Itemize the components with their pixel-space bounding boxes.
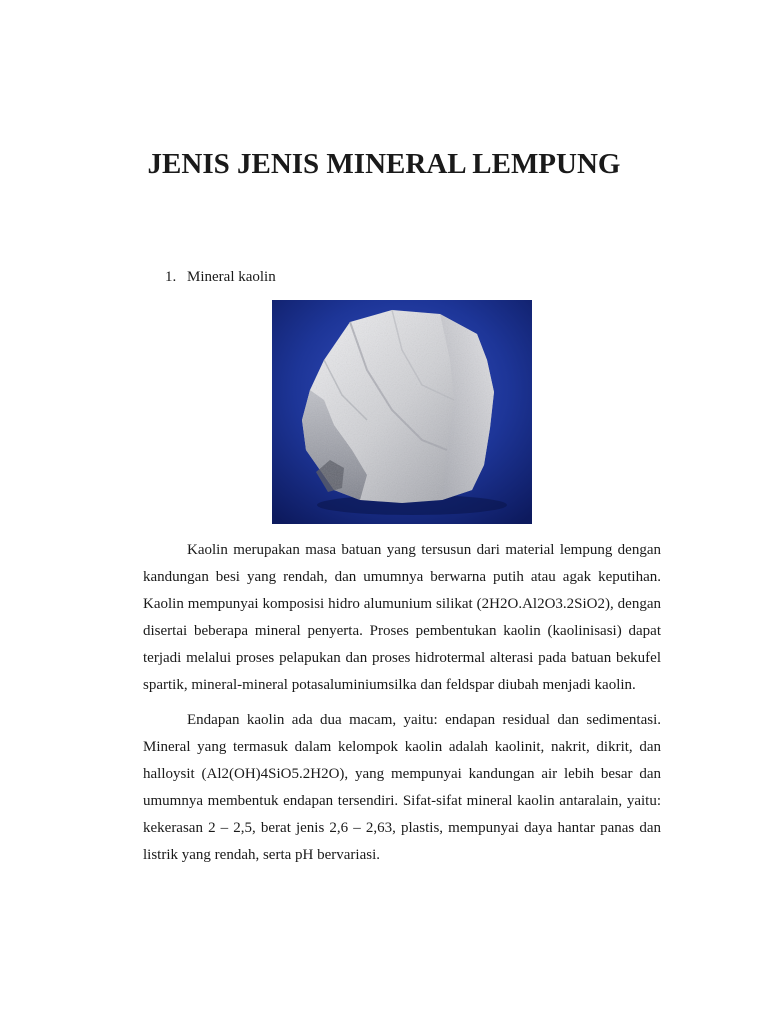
section-heading <box>165 267 276 287</box>
section-number: 1. <box>165 269 177 285</box>
page-title: JENIS JENIS MINERAL LEMPUNG <box>147 148 621 180</box>
paragraph-kaolin-definition: Kaolin merupakan masa batuan yang tersusun dari material lempung dengan kandungan besi yang rendah, dan umumnya berwarna putih atau agak keputihan. Kaolin mempunyai komposisi hidro alumunium silikat (2H2O.Al2O3.2SiO2), dengan disertai beberapa mineral penyerta. Proses pembentukan kaolin (kaolinisasi) dapat terjadi melalui proses pelapukan dan proses hidrotermal alterasi pada batuan bekufel spartik, mineral-mineral potasaluminiumsilka dan feldspar diubah menjadi kaolin. <box>143 542 661 693</box>
paragraph-kaolin-deposits: Endapan kaolin ada dua macam, yaitu: endapan residual dan sedimentasi. Mineral yang termasuk dalam kelompok kaolin adalah kaolinit, nakrit, dikrit, dan halloysit (Al2(OH)4SiO5.2H2O), yang mempunyai kandungan air lebih besar dan umumnya membentuk endapan tersendiri. Sifat-sifat mineral kaolin antaralain, yaitu: kekerasan 2 – 2,5, berat jenis 2,6 – 2,63, plastis, mempunyai daya hantar panas dan listrik yang rendah, serta pH bervariasi. <box>143 712 661 863</box>
section-heading-text: Mineral kaolin <box>187 269 276 285</box>
kaolin-rock-photo <box>272 300 532 524</box>
